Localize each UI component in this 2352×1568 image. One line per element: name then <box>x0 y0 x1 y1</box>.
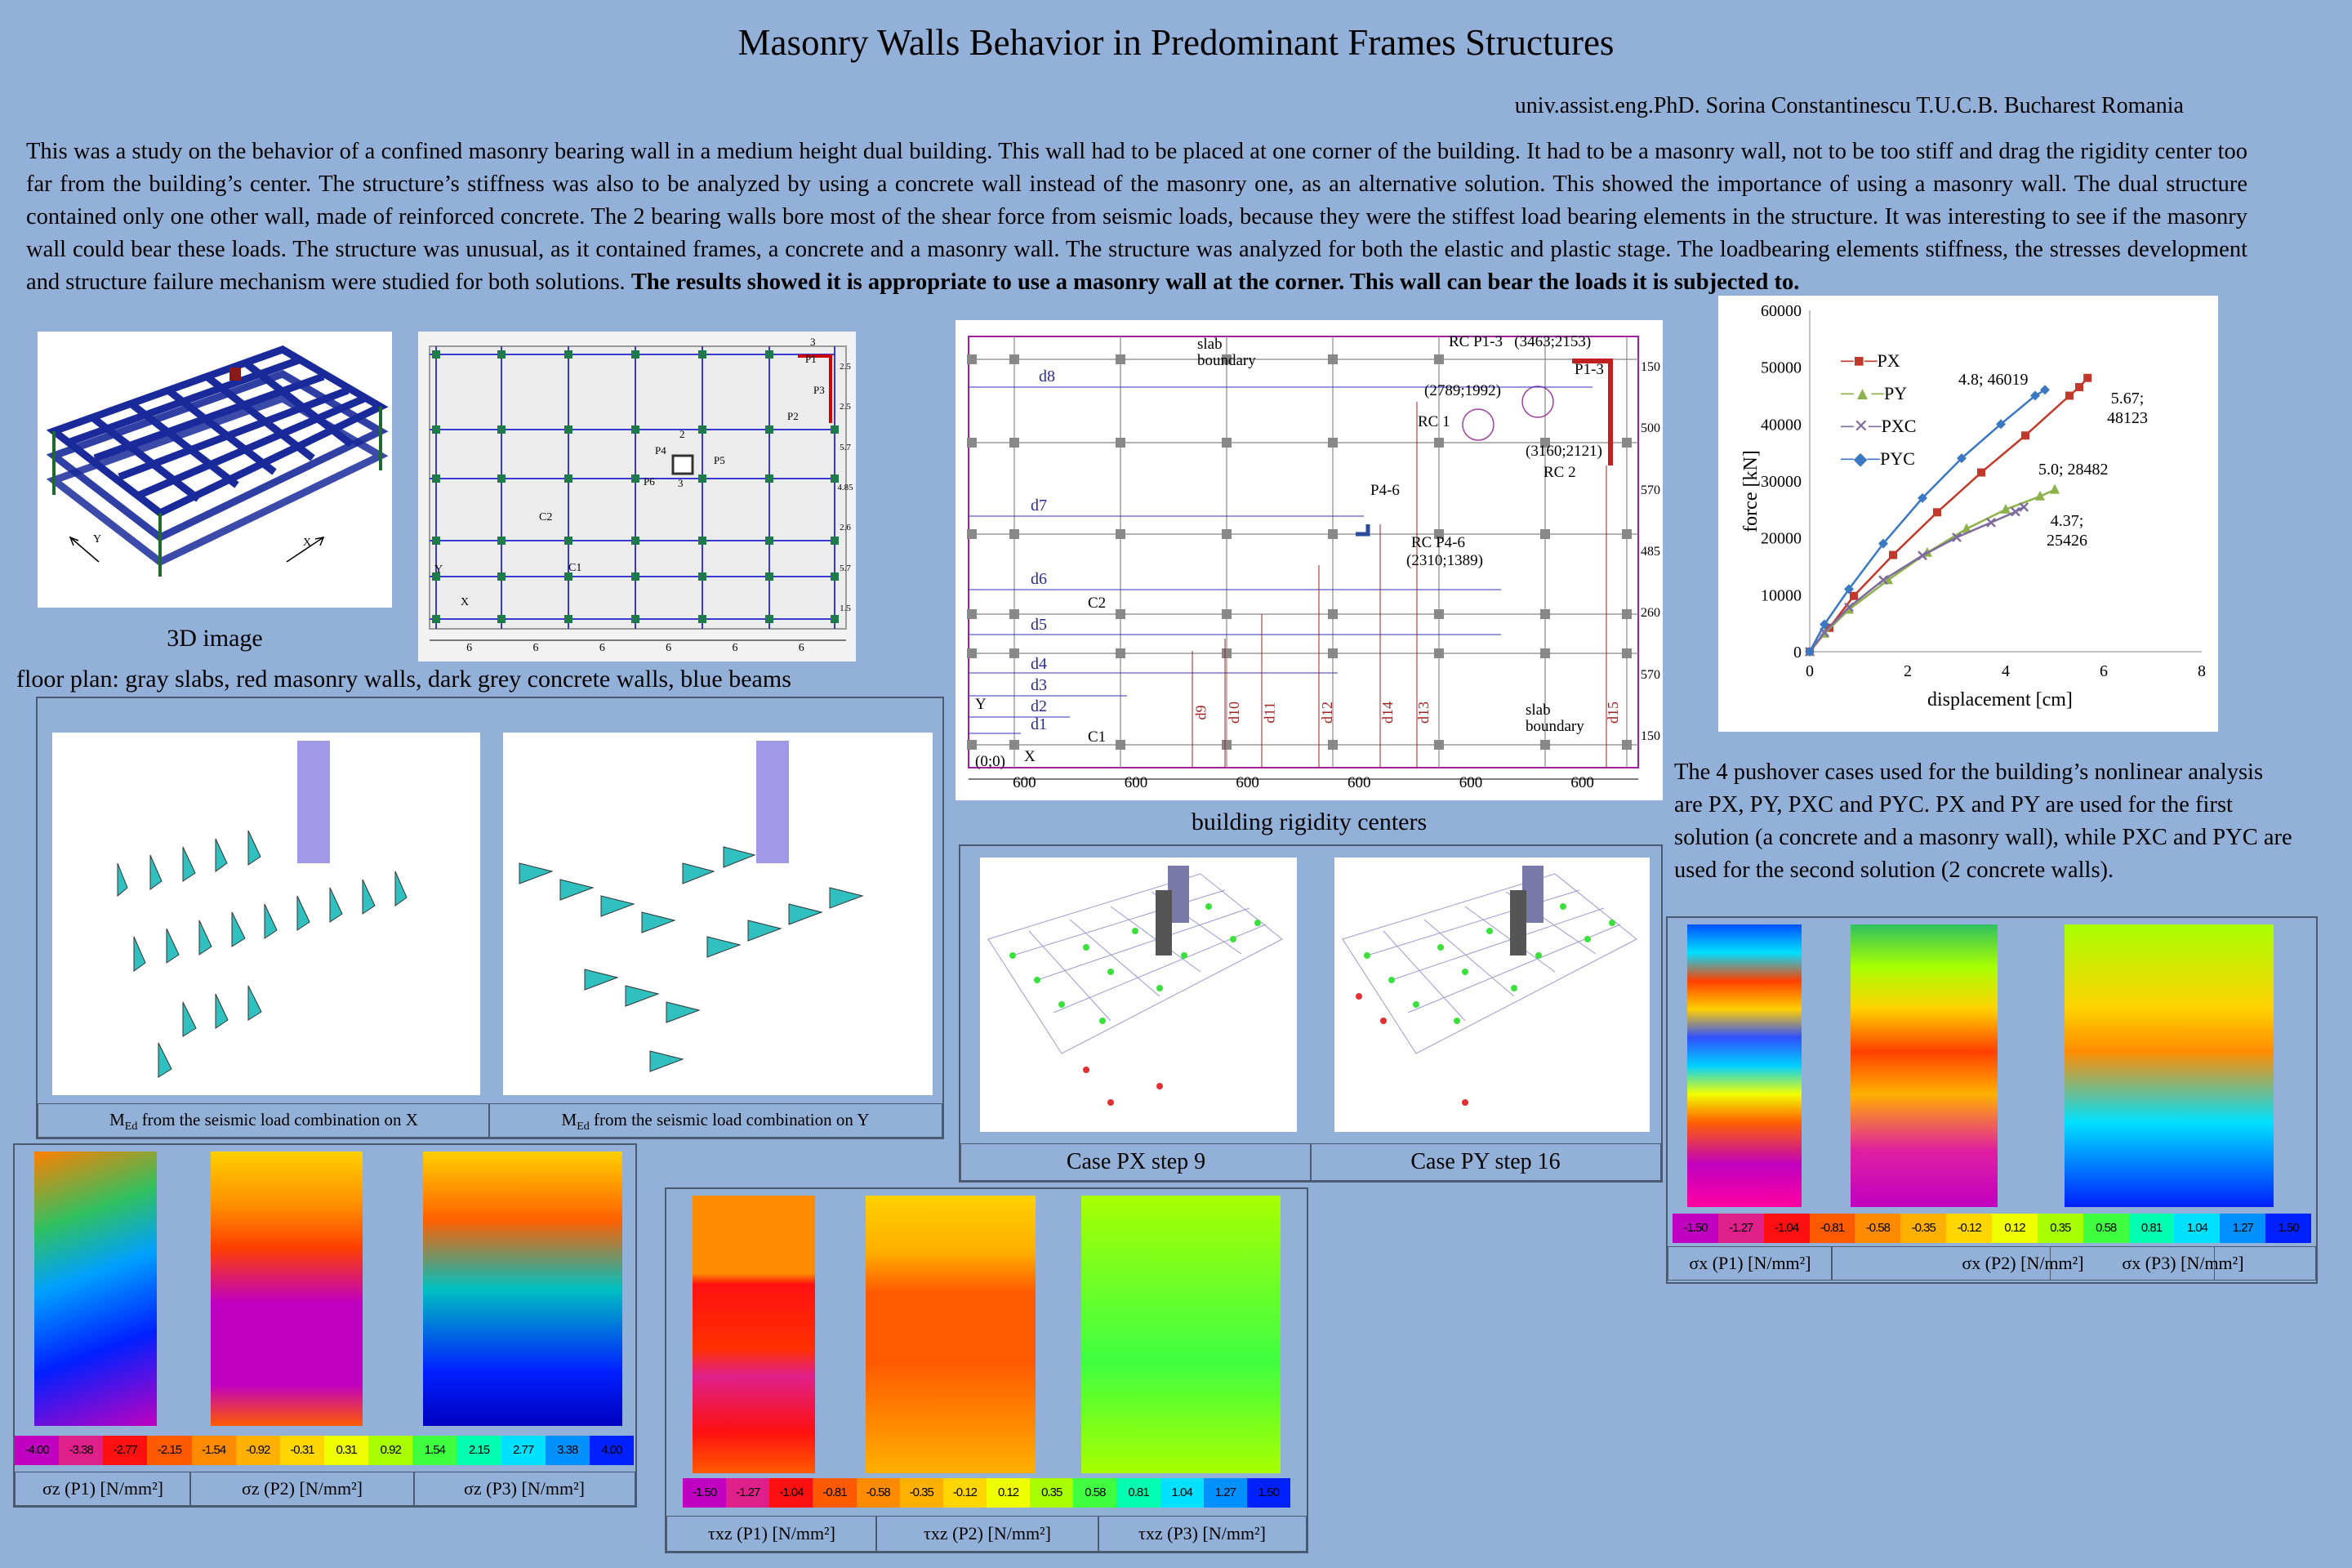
sigma-z-p3-caption: σz (P3) [N/mm²] <box>413 1472 635 1506</box>
legend-item-px: ─■─PX <box>1841 350 1900 371</box>
plan-side-dim: 2.6 <box>840 523 851 533</box>
scale-step: 0.35 <box>2038 1214 2083 1243</box>
plan-label-p3: P3 <box>813 384 825 396</box>
scale-step: 0.12 <box>987 1478 1030 1508</box>
chart-x-tick: 0 <box>1806 662 1814 680</box>
plan-label-c2: C2 <box>539 511 553 523</box>
scale-step: 1.04 <box>2174 1214 2220 1243</box>
plan-side-dim: 1.5 <box>840 604 851 614</box>
med-x-text: from the seismic load combination on X <box>141 1110 418 1129</box>
scale-step: 1.27 <box>1204 1478 1247 1508</box>
poster-title: Masonry Walls Behavior in Predominant Frames Structures <box>737 22 1615 63</box>
scale-step: -0.35 <box>900 1478 943 1508</box>
rig-side-dim: 485 <box>1641 544 1660 559</box>
rig-d9: d9 <box>1192 705 1209 720</box>
rig-origin: (0;0) <box>975 753 1005 770</box>
rig-rcp13: RC P1-3 (3463;2153) <box>1449 333 1592 350</box>
sigma-x-p3-map <box>2065 924 2274 1207</box>
scale-step: -0.81 <box>1810 1214 1855 1243</box>
scale-step: -1.27 <box>726 1478 769 1508</box>
chart-point <box>1977 469 1985 477</box>
sigma-z-panels <box>13 1143 637 1508</box>
chart-point <box>2083 374 2091 382</box>
med-y-caption <box>488 1103 942 1138</box>
scale-step: -0.58 <box>1855 1214 1900 1243</box>
rig-d7: d7 <box>1031 497 1047 514</box>
plan-label-3: 3 <box>678 477 684 489</box>
abstract <box>26 136 2247 299</box>
plan-side-dim: 5.7 <box>840 442 851 452</box>
chart-y-tick: 30000 <box>1761 473 1802 491</box>
scale-step: 0.12 <box>1992 1214 2038 1243</box>
tau-xz-panels <box>665 1187 1308 1553</box>
med-symbol: M <box>561 1110 577 1129</box>
plan-label-p6: P6 <box>644 475 655 488</box>
plan-axis-x: X <box>461 596 470 608</box>
sigma-x-p1-caption: σx (P1) [N/mm²] <box>1668 1246 1833 1281</box>
plan-side-dim: 4.85 <box>837 482 853 492</box>
scale-step: -1.50 <box>683 1478 726 1508</box>
legend-item-pxc: ─✕─PXC <box>1841 416 1917 436</box>
case-px-image <box>980 858 1297 1132</box>
pushover-chart <box>1718 296 2218 732</box>
sigma-z-color-scale <box>15 1436 634 1465</box>
chart-point <box>2050 484 2060 494</box>
legend-label: PYC <box>1880 448 1915 469</box>
rig-span: 600 <box>1013 774 1036 791</box>
plan-span: 6 <box>532 642 539 654</box>
scale-step: -1.04 <box>769 1478 813 1508</box>
scale-step: -0.12 <box>943 1478 987 1508</box>
chart-y-tick: 60000 <box>1761 302 1802 320</box>
chart-point <box>2020 503 2028 511</box>
rig-side-dim: 260 <box>1641 606 1660 621</box>
sigma-z-p2-caption: σz (P2) [N/mm²] <box>189 1472 415 1506</box>
sigma-z-p1-map <box>34 1152 157 1426</box>
tau-xz-p2-caption: τxz (P2) [N/mm²] <box>875 1516 1099 1552</box>
med-y-image <box>503 733 933 1095</box>
rig-d4: d4 <box>1031 655 1047 673</box>
scale-step: 0.31 <box>324 1436 368 1465</box>
abstract-conclusion: The results showed it is appropriate to use a masonry wall at the corner. This wall can bear the loads it is subjected to. <box>630 270 1800 295</box>
rig-side-dim: 150 <box>1641 359 1660 374</box>
chart-xlabel: displacement [cm] <box>1927 689 2073 710</box>
rig-rc2-coord: (3160;2121) <box>1526 443 1602 460</box>
chart-point <box>1933 508 1941 516</box>
med-panels <box>36 697 944 1139</box>
scale-step: 2.15 <box>457 1436 501 1465</box>
rigidity-plan-figure <box>956 320 1663 800</box>
med-subscript: Ed <box>124 1120 138 1134</box>
rig-span-dims <box>969 774 1638 792</box>
rig-rc1: RC 1 <box>1418 413 1450 430</box>
sigma-z-p2-map <box>211 1152 363 1426</box>
rig-side-dim: 500 <box>1641 421 1660 436</box>
chart-point <box>2075 383 2083 391</box>
scale-step: -1.50 <box>1673 1214 1718 1243</box>
plan-label-p4: P4 <box>655 444 666 457</box>
scale-step: 1.54 <box>412 1436 457 1465</box>
poster-authors: univ.assist.eng.PhD. Sorina Constantinescu T.U.C.B. Bucharest Romania <box>1514 93 2184 118</box>
plan-span: 6 <box>798 642 804 654</box>
med-symbol: M <box>109 1110 125 1129</box>
rig-axis-y: Y <box>975 696 987 713</box>
rig-d14: d14 <box>1379 702 1396 724</box>
plan-label-p1: P1 <box>805 353 817 365</box>
chart-annotation-py: 5.0; 28482 <box>2038 461 2109 479</box>
med-x-caption <box>38 1103 490 1138</box>
rig-d15: d15 <box>1605 702 1621 724</box>
plan-axis-y: Y <box>434 564 443 576</box>
rig-rcp46-coord: (2310;1389) <box>1406 552 1483 569</box>
plan-side-dim: 2.5 <box>840 361 851 372</box>
rig-d3: d3 <box>1031 676 1047 694</box>
chart-annotation-px: 5.67; 48123 <box>2107 390 2148 427</box>
rig-rcp46: RC P4-6 <box>1411 534 1465 551</box>
building-3d-image <box>38 332 392 608</box>
chart-point <box>2021 431 2029 439</box>
chart-y-tick: 50000 <box>1761 359 1802 377</box>
rig-side-dim: 570 <box>1641 667 1660 682</box>
chart-point <box>1850 592 1858 600</box>
scale-step: 0.35 <box>1030 1478 1073 1508</box>
scale-step: 4.00 <box>590 1436 634 1465</box>
rig-span: 600 <box>1236 774 1259 791</box>
plan-span: 6 <box>666 642 672 654</box>
chart-ylabel: force [kN] <box>1740 450 1762 532</box>
scale-step: -0.58 <box>857 1478 900 1508</box>
rig-p13: P1-3 <box>1575 361 1604 378</box>
scale-step: 0.81 <box>2129 1214 2175 1243</box>
svg-text:Y: Y <box>93 533 102 546</box>
rig-d8: d8 <box>1039 368 1055 385</box>
sigma-x-panels <box>1666 916 2318 1284</box>
rig-d5: d5 <box>1031 616 1047 634</box>
rig-d12: d12 <box>1319 702 1335 724</box>
rig-span: 600 <box>1570 774 1594 791</box>
rig-slab-boundary-1: slab boundary <box>1197 336 1256 369</box>
rig-d10: d10 <box>1226 702 1242 724</box>
rig-rc2: RC 2 <box>1544 464 1576 481</box>
rig-c2: C2 <box>1088 595 1107 612</box>
caption-3d-image: 3D image <box>167 625 263 652</box>
pushover-text: The 4 pushover cases used for the building’s nonlinear analysis are PX, PY, PXC and PYC. PX and PY are used for the first solution (a concrete and a masonry wall), while PXC and PYC are used for the second solution (2 concrete walls). <box>1674 760 2292 883</box>
chart-y-tick: 20000 <box>1761 529 1802 548</box>
scale-step: -0.12 <box>1946 1214 1992 1243</box>
sigma-x-p1-map <box>1687 924 1802 1207</box>
plan-label-2: 2 <box>679 428 685 440</box>
tau-xz-color-scale <box>683 1478 1290 1508</box>
plan-label-p5: P5 <box>714 454 725 466</box>
chart-annotation-pxc: 4.37; 25426 <box>2047 512 2087 550</box>
sigma-x-p3-caption: σx (P3) [N/mm²] <box>2050 1246 2316 1281</box>
scale-step: 0.58 <box>1073 1478 1116 1508</box>
chart-x-tick: 6 <box>2100 662 2108 680</box>
scale-step: -2.15 <box>147 1436 191 1465</box>
legend-item-py: ─▲─PY <box>1841 383 1908 403</box>
plan-side-dim: 2.5 <box>840 402 851 412</box>
plan-span: 6 <box>599 642 605 654</box>
med-x-image <box>52 733 480 1095</box>
legend-item-pyc: ─◆─PYC <box>1841 448 1915 469</box>
case-px-caption: Case PX step 9 <box>960 1143 1312 1181</box>
scale-step: -3.38 <box>59 1436 103 1465</box>
case-py-caption: Case PY step 16 <box>1310 1143 1661 1181</box>
tau-xz-p1-map <box>693 1196 815 1473</box>
scale-step: -0.92 <box>236 1436 280 1465</box>
tau-xz-p1-caption: τxz (P1) [N/mm²] <box>666 1516 877 1552</box>
caption-floor-plan: floor plan: gray slabs, red masonry walls, dark grey concrete walls, blue beams <box>16 666 791 693</box>
sigma-z-p3-map <box>423 1152 622 1426</box>
scale-step: 0.58 <box>2083 1214 2129 1243</box>
chart-y-tick: 10000 <box>1761 586 1802 605</box>
med-y-text: from the seismic load combination on Y <box>594 1110 870 1129</box>
floor-plan-figure <box>418 332 856 662</box>
chart-annotation-pyc: 4.8; 46019 <box>1958 371 2029 389</box>
chart-x-tick: 4 <box>2002 662 2010 680</box>
chart-point <box>1987 519 1995 527</box>
scale-step: 1.50 <box>2265 1214 2311 1243</box>
chart-legend <box>1841 345 1916 475</box>
chart-y-tick: 40000 <box>1761 416 1802 434</box>
scale-step: -4.00 <box>15 1436 59 1465</box>
rig-d6: d6 <box>1031 570 1047 588</box>
scale-step: -0.81 <box>813 1478 856 1508</box>
scale-step: -1.04 <box>1764 1214 1810 1243</box>
case-panels <box>959 844 1663 1183</box>
scale-step: -0.31 <box>280 1436 324 1465</box>
scale-step: -2.77 <box>103 1436 147 1465</box>
tau-xz-p2-map <box>866 1196 1036 1473</box>
plan-side-dims <box>836 346 854 629</box>
scale-step: 1.50 <box>1247 1478 1290 1508</box>
plan-span: 6 <box>466 642 473 654</box>
chart-series-pxc <box>1810 507 2024 652</box>
rig-axis-x: X <box>1024 748 1036 765</box>
sigma-x-p2-caption: σx (P2) [N/mm²] <box>1831 1246 2215 1281</box>
plan-label-p2: P2 <box>787 410 799 422</box>
scale-step: 1.04 <box>1160 1478 1204 1508</box>
scale-step: 3.38 <box>546 1436 590 1465</box>
abstract-main: This was a study on the behavior of a confined masonry bearing wall in a medium height dual building. This wall had to be placed at one corner of the building. It had to be a masonry wall, not to be too stiff and drag the rigidity center too far from the building’s center. The structure’s stiffness was also to be analyzed by using a concrete wall instead of the masonry one, as an alternative solution. This showed the importance of using a masonry wall. The dual structure contained only one other wall, made of reinforced concrete. The 2 bearing walls bore most of the shear force from seismic loads, because they were the stiffest load bearing elements in the structure. It was interesting to see if the masonry wall could bear these loads. The structure was unusual, as it contained frames, a concrete and a masonry wall. The structure was analyzed for both the elastic and plastic stage. The loadbearing elements stiffness, the stresses development and structure failure mechanism were studied for both solutions. <box>26 139 2247 295</box>
legend-label: PXC <box>1881 416 1917 436</box>
scale-step: -1.54 <box>192 1436 236 1465</box>
rig-d2: d2 <box>1031 697 1047 715</box>
rig-span: 600 <box>1124 774 1148 791</box>
rig-side-dim: 570 <box>1641 483 1660 497</box>
tau-xz-p3-map <box>1081 1196 1281 1473</box>
rig-slab-boundary-2: slab boundary <box>1526 702 1584 735</box>
scale-step: -0.35 <box>1900 1214 1946 1243</box>
rig-d11: d11 <box>1261 702 1278 724</box>
scale-step: -1.27 <box>1718 1214 1764 1243</box>
chart-point <box>2040 385 2050 394</box>
plan-span-dims <box>436 642 835 655</box>
chart-point <box>2065 392 2074 400</box>
plan-label-3-top: 3 <box>810 336 816 348</box>
case-py-image <box>1334 858 1650 1132</box>
chart-point <box>1889 551 1897 559</box>
legend-label: PY <box>1883 383 1908 403</box>
plan-side-dim: 5.7 <box>840 563 851 573</box>
chart-x-tick: 2 <box>1904 662 1912 680</box>
scale-step: 1.27 <box>2220 1214 2265 1243</box>
rig-side-dims <box>1640 336 1661 768</box>
sigma-x-p2-map <box>1851 924 1998 1207</box>
plan-span: 6 <box>732 642 738 654</box>
chart-x-tick: 8 <box>2198 662 2206 680</box>
rig-span: 600 <box>1459 774 1483 791</box>
rig-rc1-coord: (2789;1992) <box>1424 382 1501 399</box>
rig-c1: C1 <box>1088 728 1107 746</box>
plan-label-c1: C1 <box>568 562 582 574</box>
rig-p46: P4-6 <box>1370 482 1400 499</box>
scale-step: 0.92 <box>368 1436 412 1465</box>
med-subscript: Ed <box>577 1120 590 1134</box>
rig-d13: d13 <box>1415 702 1432 724</box>
rig-side-dim: 150 <box>1641 729 1660 744</box>
sigma-z-p1-caption: σz (P1) [N/mm²] <box>15 1472 191 1506</box>
sigma-x-color-scale <box>1673 1214 2311 1243</box>
svg-text:X: X <box>303 537 312 549</box>
tau-xz-p3-caption: τxz (P3) [N/mm²] <box>1098 1516 1307 1552</box>
rig-d1: d1 <box>1031 715 1047 733</box>
chart-point <box>2011 508 2020 516</box>
rig-span: 600 <box>1348 774 1371 791</box>
caption-rigidity: building rigidity centers <box>1191 808 1428 835</box>
scale-step: 0.81 <box>1116 1478 1160 1508</box>
chart-y-tick: 0 <box>1793 644 1802 662</box>
scale-step: 2.77 <box>501 1436 546 1465</box>
legend-label: PX <box>1877 350 1900 371</box>
